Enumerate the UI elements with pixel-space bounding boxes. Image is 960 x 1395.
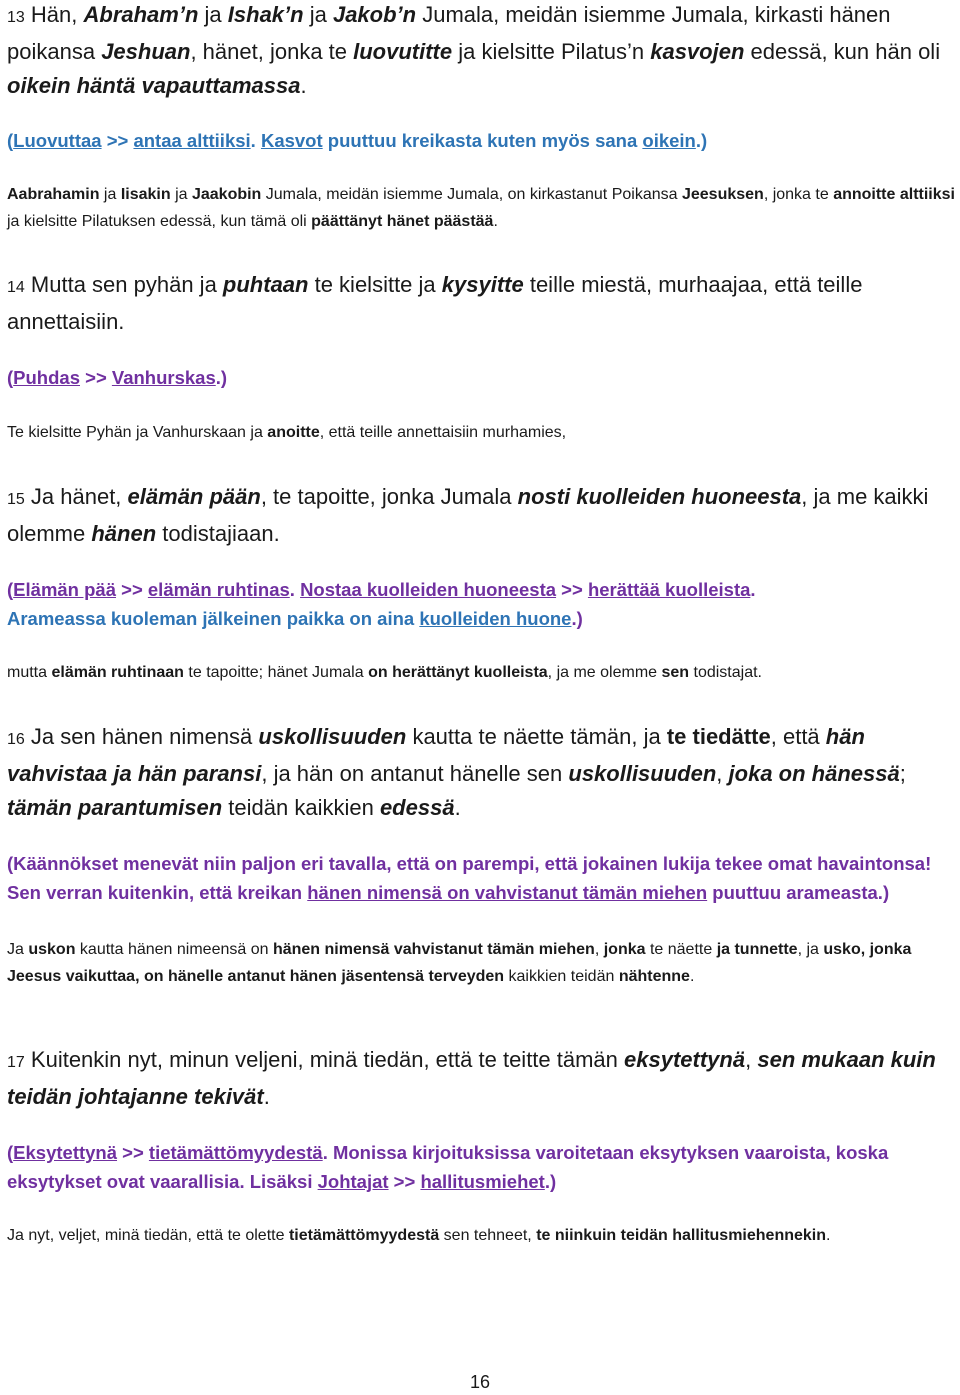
text: ja — [303, 2, 333, 27]
verse-number: 14 — [7, 279, 25, 296]
text: , hänet, jonka te — [190, 39, 354, 64]
commentary-13: (Luovuttaa >> antaa alttiiksi. Kasvot puuttuu kreikasta kuten myös sana oikein.) — [7, 130, 708, 151]
translation-16: Ja uskon kautta hänen nimeensä on hänen nimensä vahvistanut tämän miehen, jonka te näette ja tunnette, ja usko, jonka Jeesus vaikuttaa, on hänelle antanut hänen jäsentensä terveyden kaikkien teidän nähtenne. — [7, 941, 912, 985]
term-link: Luovuttaa — [13, 130, 102, 151]
term-link: oikein — [642, 130, 696, 151]
term-link: herättää kuolleista — [587, 579, 751, 600]
translation-15: mutta elämän ruhtinaan te tapoitte; hänet Jumala on herättänyt kuolleista, ja me olemme sen todistajat. — [7, 664, 762, 681]
text: ja — [198, 2, 228, 27]
term-link: Nostaa kuolleiden huoneesta — [300, 579, 557, 600]
text: Hän, — [24, 2, 84, 27]
term-link: kuolleiden huone — [419, 608, 572, 629]
keyword: oikein häntä vapauttamassa — [7, 73, 301, 98]
term-link: tietämättömyydestä — [148, 1142, 323, 1163]
keyword: luovutitte — [353, 39, 453, 64]
verse-13 — [7, 0, 955, 103]
text: ja kielsitte Pilatus’n — [452, 39, 651, 64]
term-link: hallitusmiehet — [420, 1171, 545, 1192]
verse-14: 14 Mutta sen pyhän ja puhtaan te kielsitte ja kysyitte teille miestä, murhaajaa, että teille annettaisiin. — [7, 272, 863, 334]
name: Ishak’n — [227, 2, 304, 27]
term-link: Elämän pää — [13, 579, 116, 600]
name: Abraham’n — [83, 2, 199, 27]
commentary-17: (Eksytettynä >> tietämättömyydestä. Monissa kirjoituksissa varoitetaan eksytyksen vaaroista, koska eksytykset ovat vaarallisia. Lisäksi Johtajat >> hallitusmiehet.) — [7, 1142, 889, 1192]
text: . — [300, 73, 307, 98]
verse-number: 13 — [7, 9, 25, 26]
translation-14: Te kielsitte Pyhän ja Vanhurskaan ja anoitte, että teille annettaisiin murhamies, — [7, 424, 567, 441]
aramaic-note: Arameassa kuoleman jälkeinen paikka on aina — [7, 608, 420, 629]
term-link: Puhdas — [13, 367, 80, 388]
verse-number: 17 — [7, 1054, 25, 1071]
verse-17: 17 Kuitenkin nyt, minun veljeni, minä tiedän, että te teitte tämän eksytettynä, sen mukaan kuin teidän johtajanne tekivät. — [7, 1047, 936, 1109]
term-link: elämän ruhtinas — [147, 579, 290, 600]
term-link: hänen nimensä on vahvistanut tämän miehen — [307, 882, 708, 903]
term-link: Vanhurskas — [111, 367, 216, 388]
name: Jakob’n — [332, 2, 417, 27]
translation-17: Ja nyt, veljet, minä tiedän, että te olette tietämättömyydestä sen tehneet, te niinkuin teidän hallitusmiehennekin. — [7, 1227, 831, 1244]
keyword: kasvojen — [650, 39, 745, 64]
term-link: antaa alttiiksi — [133, 130, 251, 151]
verse-number: 16 — [7, 731, 25, 748]
page-number: 16 — [469, 1372, 491, 1392]
verse-16: 16 Ja sen hänen nimensä uskollisuuden kautta te näette tämän, ja te tiedätte, että hän vahvistaa ja hän paransi, ja hän on antanut hänelle sen uskollisuuden, joka on hänessä; tämän parantumisen teidän kaikkien edessä. — [7, 724, 906, 820]
term-link: Johtajat — [317, 1171, 389, 1192]
verse-number: 15 — [7, 491, 25, 508]
commentary-14: (Puhdas >> Vanhurskas.) — [7, 367, 228, 388]
term-link: Eksytettynä — [13, 1142, 118, 1163]
text: Jumala, meidän isiemme Jumala, kirkasti hänen poikansa — [7, 2, 891, 64]
translation-13: Aabrahamin ja Iisakin ja Jaakobin Jumala, meidän isiemme Jumala, on kirkastanut Poikansa Jeesuksen, jonka te annoitte alttiiksi ja kielsitte Pilatuksen edessä, kun tämä oli päättänyt hänet päästää. — [7, 186, 955, 230]
term-link: Kasvot — [260, 130, 323, 151]
commentary-15: (Elämän pää >> elämän ruhtinas. Nostaa kuolleiden huoneesta >> herättää kuolleista. Arameassa kuoleman jälkeinen paikka on aina kuolleiden huone.) — [7, 579, 756, 629]
commentary-16: (Käännökset menevät niin paljon eri tavalla, että on parempi, että jokainen lukija tekee omat havaintonsa! Sen verran kuitenkin, että kreikan hänen nimensä on vahvistanut tämän miehen puuttuu arameasta.) — [7, 853, 932, 903]
verse-15: 15 Ja hänet, elämän pään, te tapoitte, jonka Jumala nosti kuolleiden huoneesta, ja me kaikki olemme hänen todistajiaan. — [7, 484, 929, 546]
text: edessä, kun hän oli — [744, 39, 941, 64]
name: Jeshuan — [101, 39, 191, 64]
